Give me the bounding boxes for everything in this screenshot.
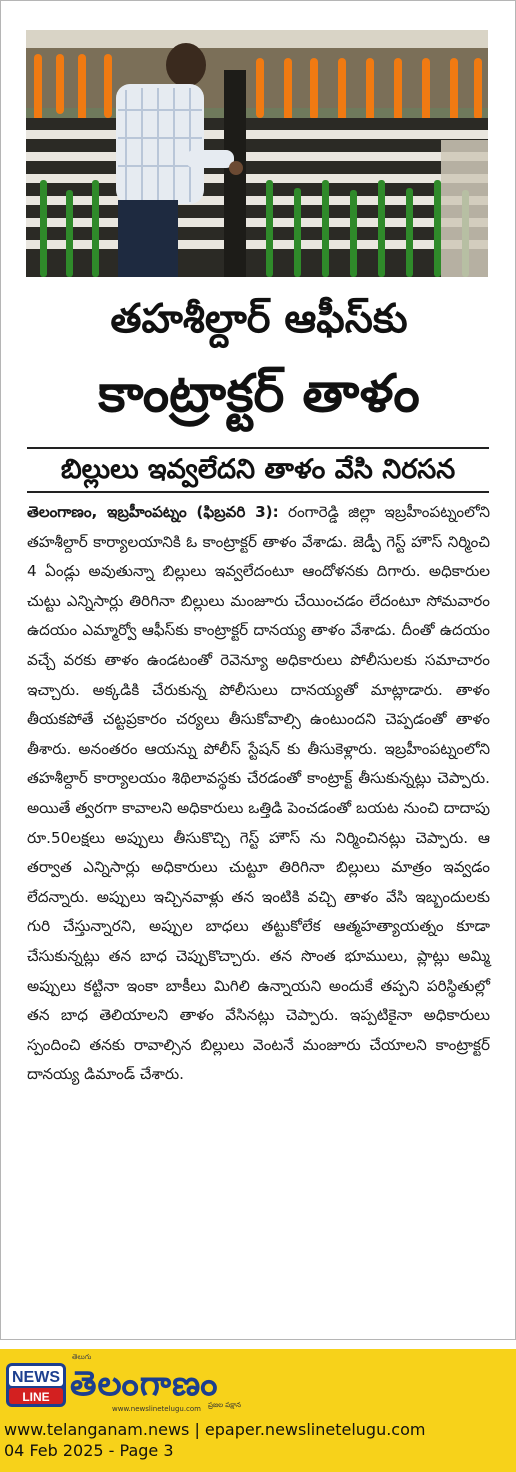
article-photo <box>26 30 488 277</box>
brand-small-label: తెలుగు <box>72 1353 92 1361</box>
footer-sites: www.telanganam.news | epaper.newslinetelugu.com <box>4 1420 426 1439</box>
newsline-logo-icon <box>6 1363 66 1407</box>
divider-top <box>27 447 489 449</box>
article-body <box>27 498 490 1090</box>
logo-news-top: NEWS <box>12 1369 60 1386</box>
article-dateline: తెలంగాణం, ఇబ్రహీంపట్నం (ఫిబ్రవరి 3): <box>27 503 279 521</box>
brand-name: తెలంగాణం <box>70 1364 219 1404</box>
headline-line-1: తహశీల్దార్ ఆఫీస్‌కు <box>110 296 408 342</box>
headline-line-2: కాంట్రాక్టర్ తాళం <box>98 364 420 424</box>
logo-news-bottom: LINE <box>22 1390 50 1404</box>
footer-date-page: 04 Feb 2025 - Page 3 <box>4 1441 174 1460</box>
brand-tagline: ప్రజల పక్షాన <box>208 1401 242 1409</box>
divider-bottom <box>27 491 489 493</box>
footer-banner <box>0 1349 516 1472</box>
article-text: రంగారెడ్డి జిల్లా ఇబ్రహీంపట్నంలోని తహశీల్దార్ కార్యాలయానికి ఓ కాంట్రాక్టర్ తాళం వేశాడు. జెడ్పీ గెస్ట్ హౌస్ నిర్మించి 4 ఏండ్లు అవుతున్నా బిల్లులు ఇవ్వలేదంటూ ఆందోళనకు దిగారు. అధికారుల చుట్టు ఎన్నిసార్లు తిరిగినా బిల్లులు మంజూరు చేయించడం లేదంటూ సోమవారం ఉదయం ఎమ్మార్వో ఆఫీస్‌కు కాంట్రాక్టర్ దానయ్య తాళం వేశాడు. దీంతో ఉదయం వచ్చే వరకు తాళం ఉండటంతో రెవెన్యూ అధికారులు పోలీసులకు సమాచారం ఇచ్చారు. అక్కడికి చేరుకున్న పోలీసులు దానయ్యతో మాట్లాడారు. తాళం తీయకపోతే చట్టప్రకారం చర్యలు తీసుకోవాల్సి ఉంటుందని చెప్పడంతో తాళం తీశారు. అనంతరం ఆయన్ను పోలీస్ స్టేషన్ కు తీసుకెళ్లారు. ఇబ్రహీంపట్నంలోని తహశీల్దార్ కార్యాలయం శిథిలావస్థకు చేరడంతో కాంట్రాక్ట్ తీసుకున్నట్లు చెప్పారు. అయితే త్వరగా కావాలని అధికారులు ఒత్తిడి పెంచడంతో బయట నుంచి దాదాపు రూ.50లక్షలు అప్పులు తీసుకొచ్చి గెస్ట్ హౌస్ ను నిర్మించినట్లు చెప్పారు. ఆ తర్వాత ఎన్నిసార్లు అధికారులు చుట్టూ తిరిగినా బిల్లులు మాత్రం ఇవ్వడం లేదన్నారు. అప్పులు ఇచ్చినవాళ్లు తన ఇంటికి వచ్చి తాళం వేసి ఇబ్బందులకు గురి చేస్తున్నారని, అప్పుల బాధలు తట్టుకోలేక ఆత్మహత్యాయత్నం కూడా చేసుకున్నట్లు తన బాధ చెప్పుకొచ్చారు. తన సొంత భూములు, ప్లాట్లు అమ్మి అప్పులు కట్టినా ఇంకా బాకీలు మిగిలి ఉన్నాయని అందుకే తప్పని పరిస్థితుల్లో తన బాధ తెలియాలని తాళం వేసినట్లు చెప్పారు. ఇప్పటికైనా అధికారులు స్పందించి తనకు రావాల్సిన బిల్లులు వెంటనే మంజూరు చేయాలని కాంట్రాక్టర్ దానయ్య డిమాండ్ చేశారు. <box>27 503 491 1084</box>
subheadline: బిల్లులు ఇవ్వలేదని తాళం వేసి నిరసన <box>60 454 456 485</box>
brand-url: www.newslinetelugu.com <box>112 1405 201 1413</box>
